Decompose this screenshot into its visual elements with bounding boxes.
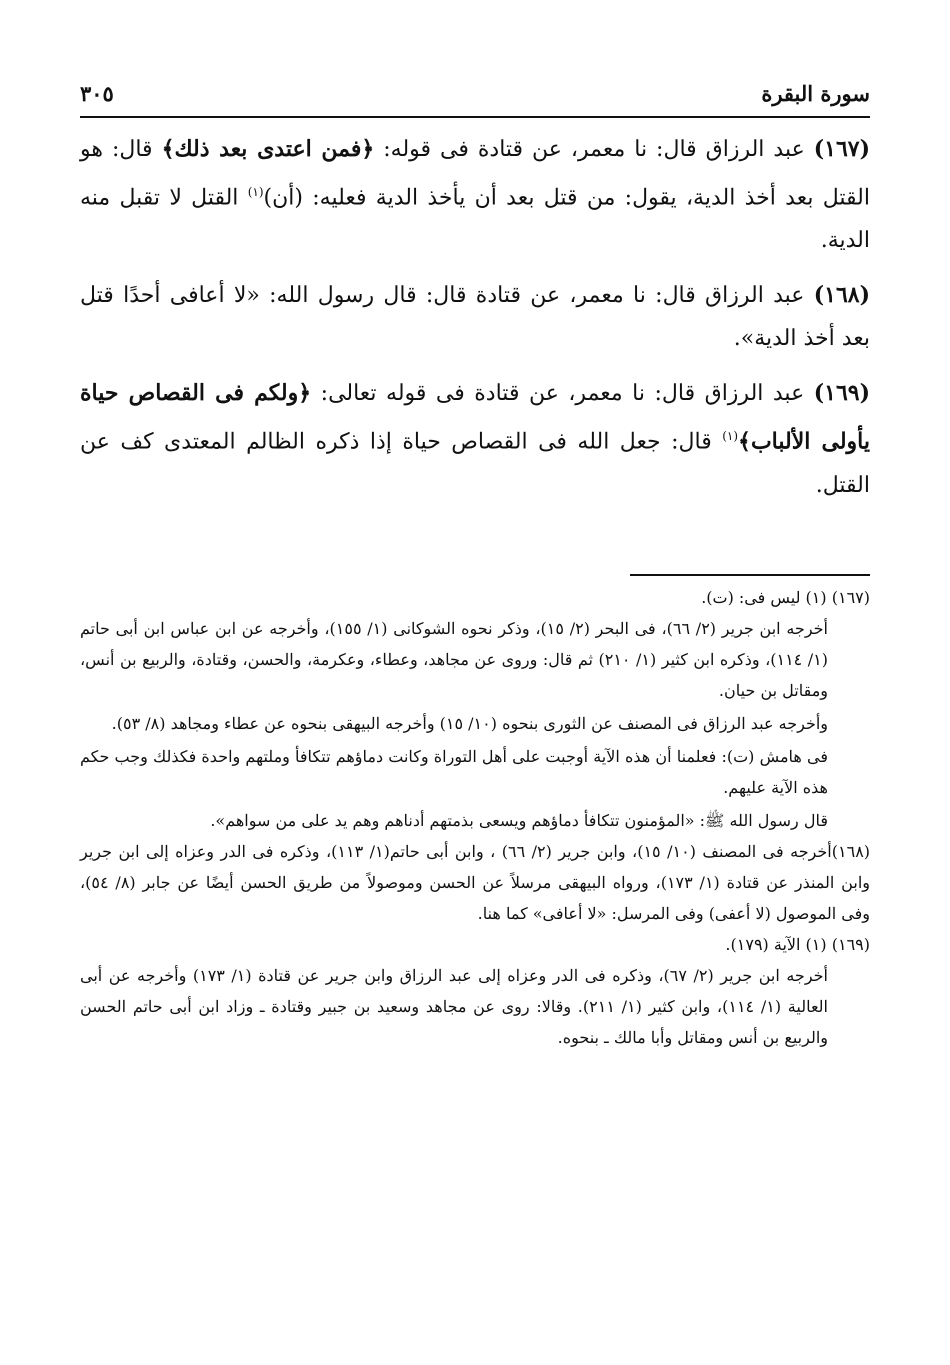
hadith-number: (١٦٨) <box>813 282 870 309</box>
main-text <box>80 128 870 519</box>
footnote-ref: (١) <box>247 185 264 199</box>
footnote-line: قال رسول الله ﷺ: «المؤمنون تتكافأ دماؤهم ويسعى بذمتهم أدناهم وهم يد على من سواهم». <box>210 811 828 830</box>
footnote-line: وأخرجه عبد الرزاق فى المصنف عن الثورى بنحوه (١٠/ ١٥) وأخرجه البيهقى بنحوه عن عطاء ومجاهد (٨/ ٥٣). <box>111 714 828 733</box>
surah-title: سورة البقرة <box>761 80 870 106</box>
book-page <box>80 60 870 1340</box>
paragraph-text: قال: هو القتل بعد أخذ الدية، يقول: من قتل بعد أن يأخذ الدية فعليه: (أن) <box>80 137 870 211</box>
footnote-line: أخرجه ابن جرير (٢/ ٦٦)، فى البحر (٢/ ١٥)، وذكر نحوه الشوكانى (١/ ١٥٥)، وأخرجه عن ابن عباس ابن أبى حاتم (١/ ١١٤)، وذكره ابن كثير (١/ ٢١٠) ثم قال: وروى عن مجاهد، وعطاء، وعكرمة، والحسن، وقتادة، والربيع بن أنس، ومقاتل بن حيان. <box>80 619 828 700</box>
hadith-number: (١٦٧) <box>813 136 870 162</box>
paragraph-text: عبد الرزاق قال: نا معمر، عن قتادة فى قوله: <box>374 137 814 162</box>
footnote-divider <box>630 574 870 576</box>
paragraph-text: عبد الرزاق قال: نا معمر، عن قتادة فى قوله تعالى: <box>311 381 814 407</box>
paragraph-169 <box>80 372 870 506</box>
quran-quote: ﴿فمن اعتدى بعد ذلك﴾ <box>161 136 375 162</box>
page-number: ٣٠٥ <box>80 80 114 106</box>
footnote-ref: (١) <box>722 429 739 444</box>
page-header <box>80 70 870 118</box>
footnote-167 <box>80 582 870 836</box>
footnote-169 <box>80 929 870 1053</box>
paragraph-167 <box>80 128 870 262</box>
footnote-heading: (١٦٩) (١) الآية (١٧٩). <box>725 935 870 954</box>
paragraph-168 <box>80 274 870 360</box>
hadith-number: (١٦٩) <box>813 380 870 407</box>
footnotes <box>80 582 870 1053</box>
footnote-line: (١٦٨)أخرجه فى المصنف (١٠/ ١٥)، وابن جرير (٢/ ٦٦) ، وابن أبى حاتم(١/ ١١٣)، وذكره فى الدر وعزاه إلى ابن جرير وابن المنذر عن قتادة (١/ ١٧٣)، ورواه البيهقى مرسلاً عن الحسن وموصولاً من طريق الحسن أيضًا عن جابر (٨/ ٥٤)، وفى الموصول (لا أعفى) وفى المرسل: «لا أعافى» كما هنا. <box>80 842 871 923</box>
footnote-line: فى هامش (ت): فعلمنا أن هذه الآية أوجبت على أهل التوراة وكانت دماؤهم تتكافأ وملتهم واحدة فكذلك وجب حكم هذه الآية عليهم. <box>80 747 828 797</box>
paragraph-text: قال: جعل الله فى القصاص حياة إذا ذكره الظالم المعتدى كف عن القتل. <box>80 429 870 498</box>
quran-quote: ﴿ولكم فى القصاص حياة يأولى الألباب﴾ <box>80 380 870 455</box>
paragraph-text: القتل لا تقبل منه الدية. <box>80 185 870 254</box>
footnote-168 <box>80 836 870 929</box>
footnote-heading: (١٦٧) (١) ليس فى: (ت). <box>701 588 870 607</box>
paragraph-text: عبد الرزاق قال: نا معمر، عن قتادة قال: قال رسول الله: «لا أعافى أحدًا قتل بعد أخذ الدية». <box>80 283 870 352</box>
footnote-line: أخرجه ابن جرير (٢/ ٦٧)، وذكره فى الدر وعزاه إلى عبد الرزاق وابن جرير عن قتادة (١/ ١٧٣) وأخرجه عن أبى العالية (١/ ١١٤)، وابن كثير (١/ ٢١١). وقالا: روى عن مجاهد وسعيد بن جبير وقتادة ـ وزاد ابن أبى حاتم الحسن والربيع بن أنس ومقاتل وأبا مالك ـ بنحوه. <box>80 966 828 1047</box>
